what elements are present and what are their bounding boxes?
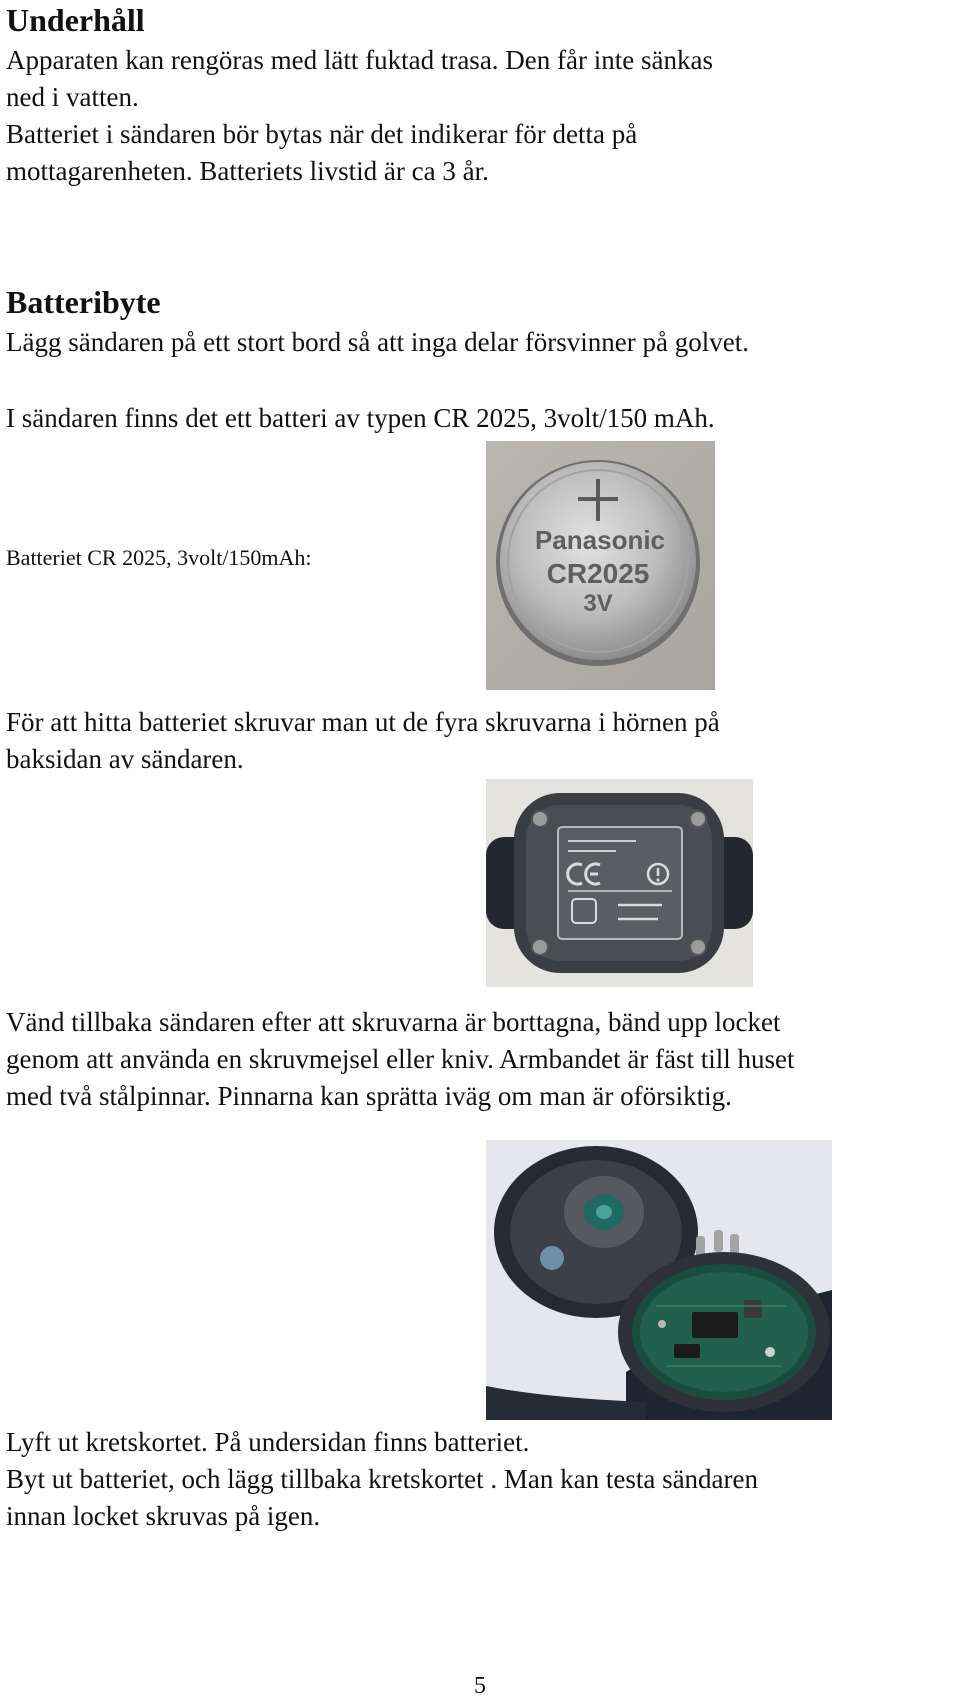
page-number: 5 [474, 1673, 486, 1699]
text-line: Byt ut batteriet, och lägg tillbaka kretskortet . Man kan testa sändaren [6, 1464, 759, 1494]
battery-photo [486, 441, 715, 690]
battery-voltage-text: 3V [583, 590, 613, 617]
paragraph-intro: Lägg sändaren på ett stort bord så att inga delar försvinner på golvet. [6, 327, 750, 357]
text-line: Lyft ut kretskortet. På undersidan finns batteriet. [6, 1427, 530, 1457]
battery-brand-text: Panasonic [534, 525, 666, 555]
paragraph-lid [6, 1004, 795, 1115]
paragraph-maintenance [6, 42, 713, 190]
text-line: genom att använda en skruvmejsel eller kniv. Armbandet är fäst till huset [6, 1044, 795, 1074]
paragraph-screws [6, 704, 720, 778]
text-line: mottagarenheten. Batteriets livstid är ca 3 år. [6, 156, 489, 186]
text-line: baksidan av sändaren. [6, 744, 244, 774]
battery-model-text: CR2025 [546, 558, 650, 589]
text-line: För att hitta batteriet skruvar man ut de fyra skruvarna i hörnen på [6, 707, 720, 737]
opened-transmitter-photo [486, 1140, 832, 1420]
battery-caption: Batteriet CR 2025, 3volt/150mAh: [6, 545, 312, 570]
heading-maintenance: Underhåll [6, 2, 145, 38]
text-line: innan locket skruvas på igen. [6, 1501, 321, 1531]
text-line: Vänd tillbaka sändaren efter att skruvarna är borttagna, bänd upp locket [6, 1007, 781, 1037]
heading-battery-change: Batteribyte [6, 284, 161, 320]
text-line: med två stålpinnar. Pinnarna kan sprätta iväg om man är oförsiktig. [6, 1081, 732, 1111]
text-line: ned i vatten. [6, 82, 139, 112]
text-line: Apparaten kan rengöras med lätt fuktad trasa. Den får inte sänkas [6, 45, 713, 75]
text-line: Batteriet i sändaren bör bytas när det indikerar för detta på [6, 119, 638, 149]
paragraph-battery-type: I sändaren finns det ett batteri av typen CR 2025, 3volt/150 mAh. [6, 403, 715, 433]
transmitter-back-photo [486, 779, 753, 987]
paragraph-board [6, 1424, 758, 1535]
